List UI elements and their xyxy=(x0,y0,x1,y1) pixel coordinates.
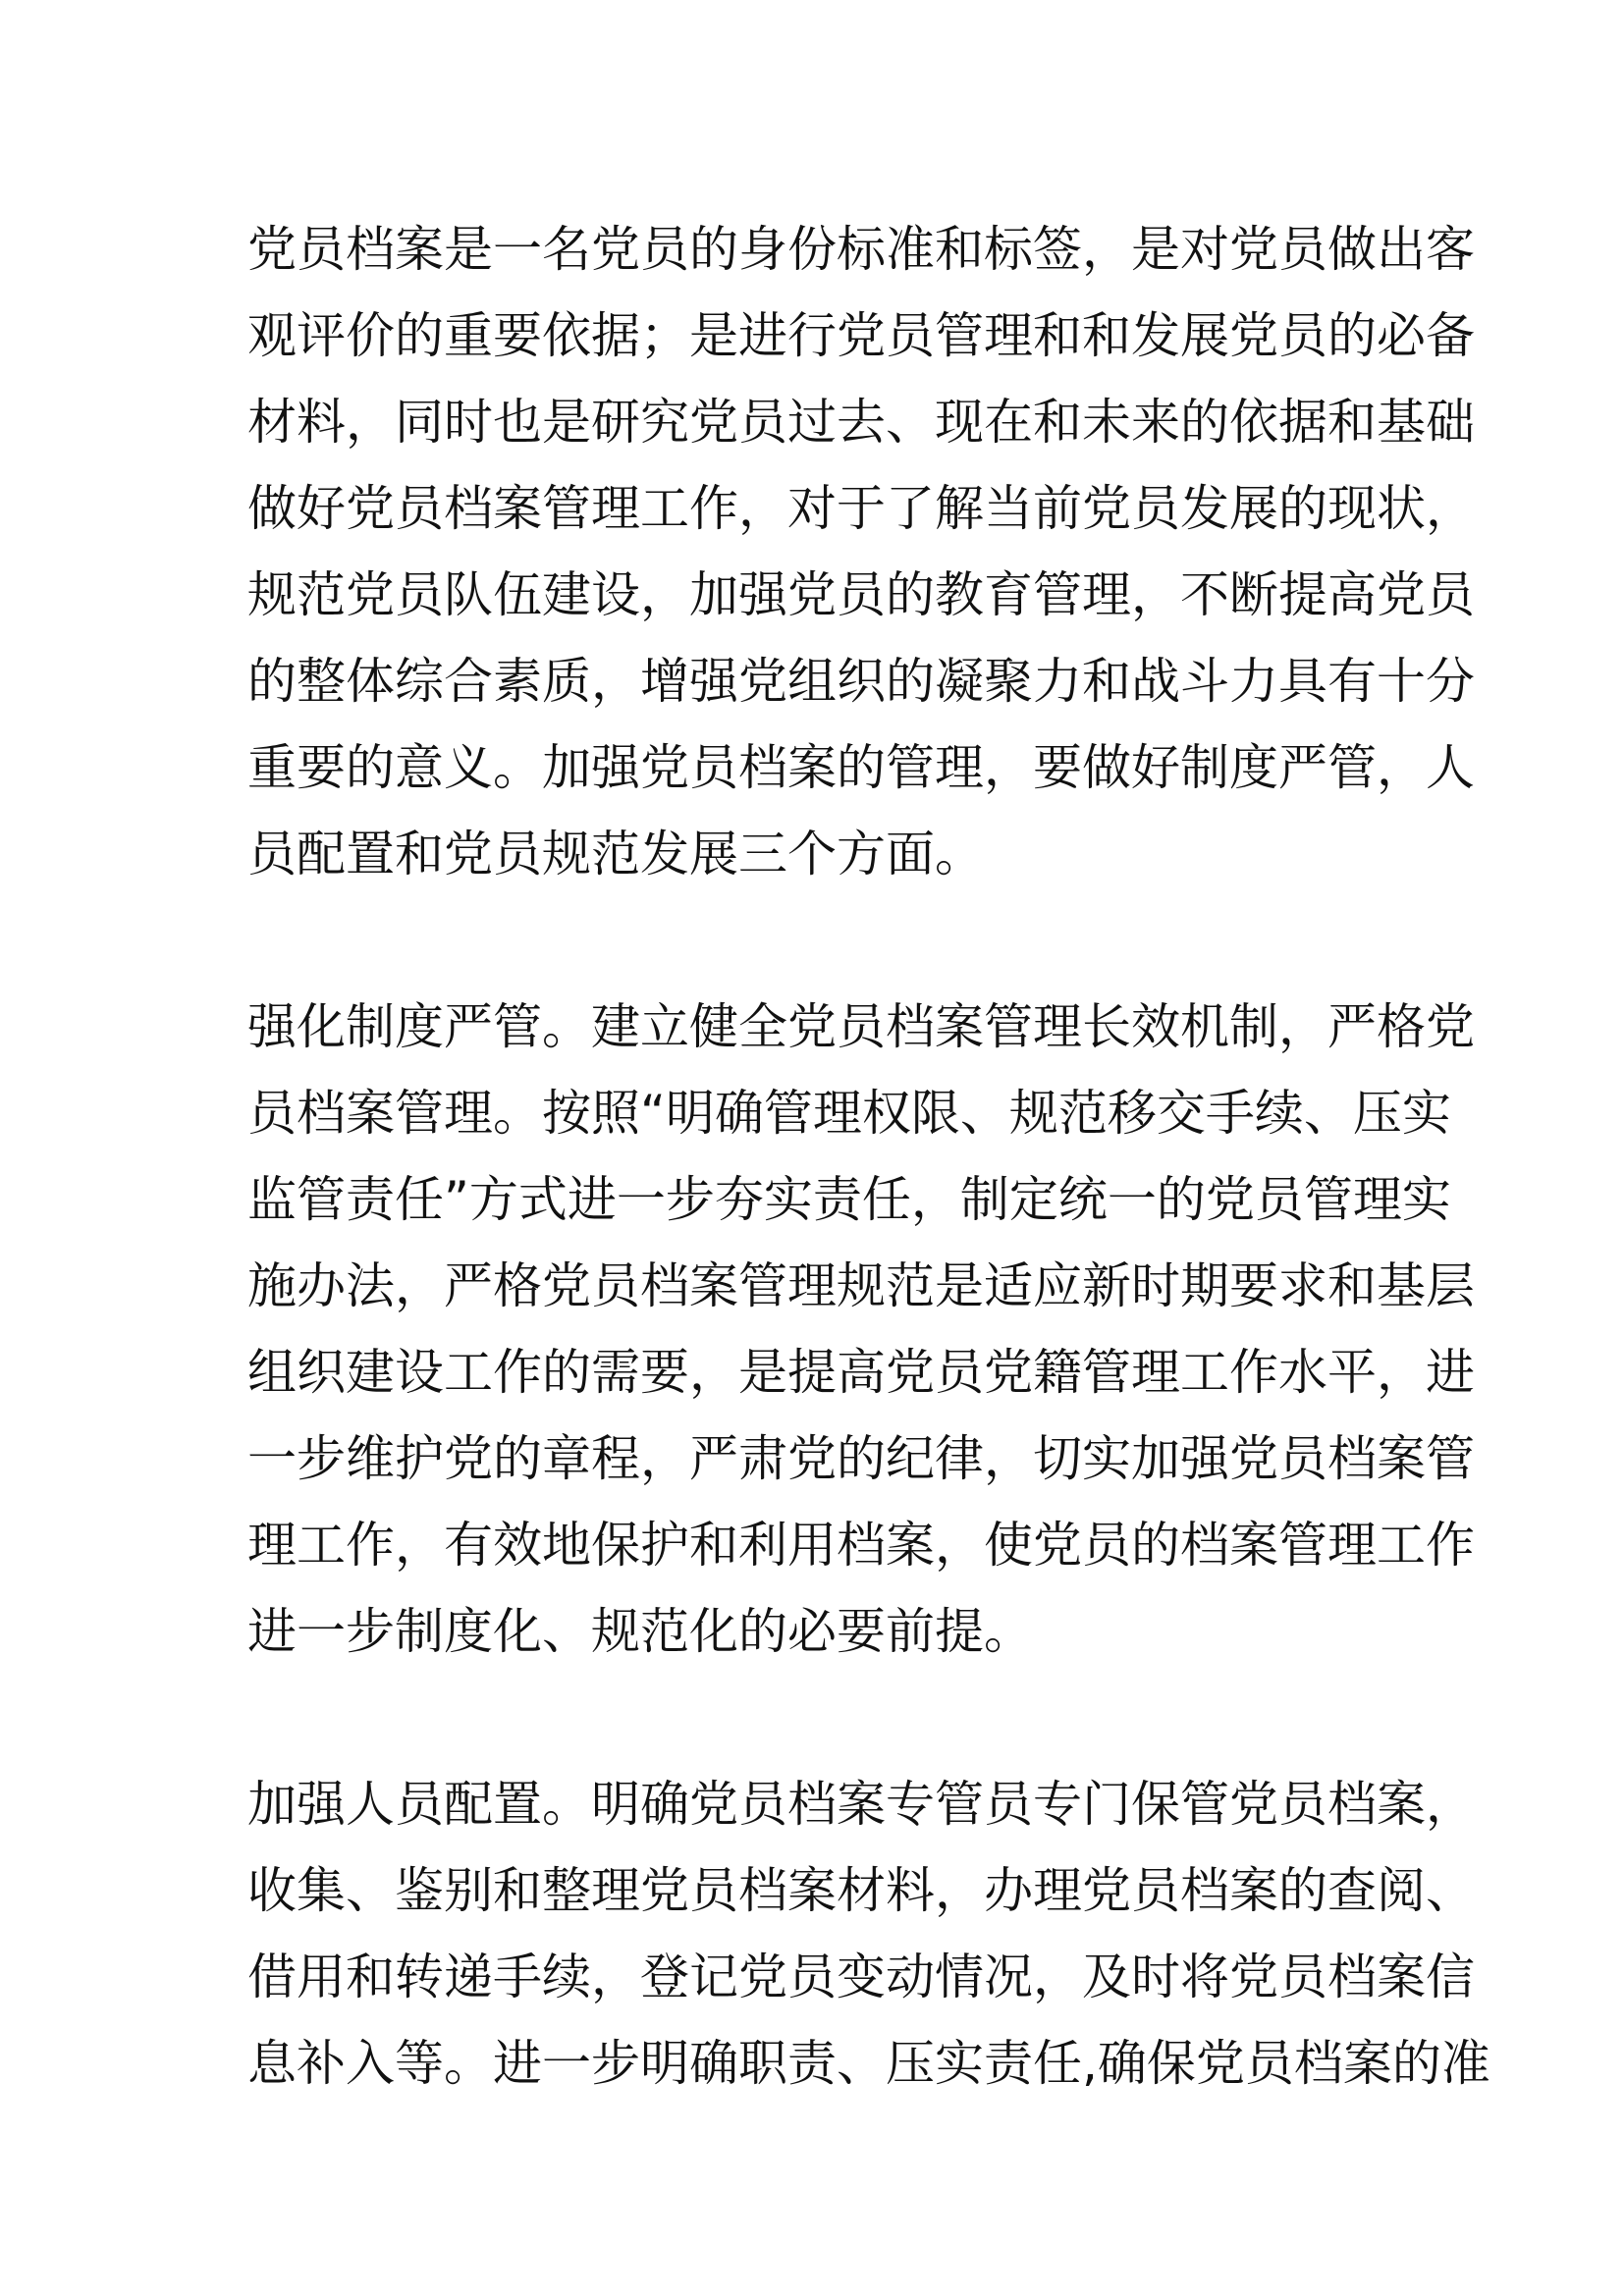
text-line: 规范党员队伍建设，加强党员的教育管理，不断提高党员 xyxy=(247,566,1475,623)
text-line: 监管责任”方式进一步夯实责任，制定统一的党员管理实 xyxy=(247,1171,1451,1228)
text-line: 党员档案是一名党员的身份标准和标签，是对党员做出客 xyxy=(247,221,1475,278)
text-line: 员档案管理。按照“明确管理权限、规范移交手续、压实 xyxy=(247,1085,1451,1142)
text-line: 强化制度严管。建立健全党员档案管理长效机制，严格党 xyxy=(247,998,1475,1055)
text-line: 的整体综合素质，增强党组织的凝聚力和战斗力具有十分 xyxy=(247,653,1475,710)
text-line: 做好党员档案管理工作，对于了解当前党员发展的现状， xyxy=(247,480,1475,537)
text-line: 一步维护党的章程，严肃党的纪律，切实加强党员档案管 xyxy=(247,1430,1475,1487)
text-line: 重要的意义。加强党员档案的管理，要做好制度严管，人 xyxy=(247,739,1475,796)
text-line: 借用和转递手续，登记党员变动情况，及时将党员档案信 xyxy=(247,1949,1475,2005)
document-body xyxy=(247,206,1490,2107)
text-line: 观评价的重要依据；是进行党员管理和和发展党员的必备 xyxy=(247,307,1475,364)
text-line: 施办法，严格党员档案管理规范是适应新时期要求和基层 xyxy=(247,1257,1475,1314)
text-line: 员配置和党员规范发展三个方面。 xyxy=(247,826,984,882)
paragraph-intro xyxy=(247,206,1475,897)
paragraph-staffing xyxy=(247,1761,1490,2107)
text-line: 材料，同时也是研究党员过去、现在和未来的依据和基础 xyxy=(247,394,1475,451)
paragraph-system-management xyxy=(247,984,1475,1675)
text-line: 息补入等。进一步明确职责、压实责任,确保党员档案的准 xyxy=(247,2035,1490,2092)
text-line: 组织建设工作的需要，是提高党员党籍管理工作水平，进 xyxy=(247,1344,1475,1401)
text-line: 进一步制度化、规范化的必要前提。 xyxy=(247,1603,1033,1660)
text-line: 理工作，有效地保护和利用档案，使党员的档案管理工作 xyxy=(247,1517,1475,1574)
text-line: 收集、鉴别和整理党员档案材料，办理党员档案的查阅、 xyxy=(247,1862,1475,1919)
text-line: 加强人员配置。明确党员档案专管员专门保管党员档案， xyxy=(247,1776,1475,1833)
